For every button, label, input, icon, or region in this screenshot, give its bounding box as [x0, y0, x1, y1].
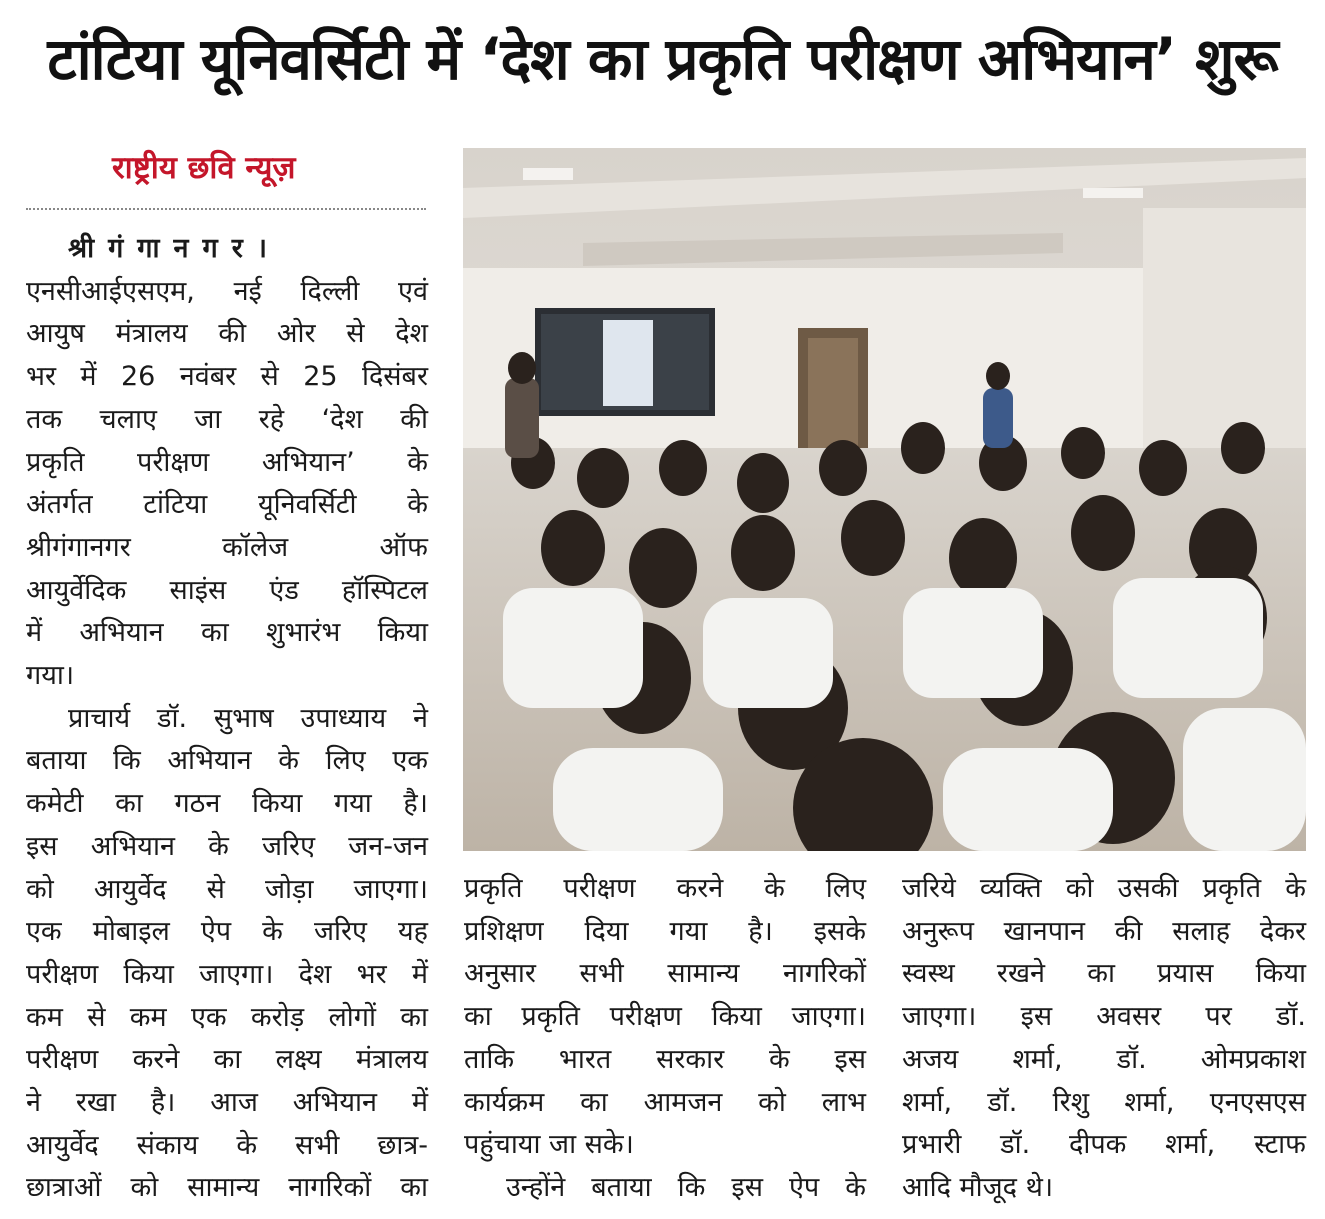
text-line: भर में 26 नवंबर से 25 दिसंबर	[26, 361, 428, 393]
text-line: एक मोबाइल ऐप के जरिए यह	[26, 916, 428, 948]
text-line: अनुसार सभी सामान्य नागरिकों	[464, 958, 866, 990]
text-line: अंतर्गत टांटिया यूनिवर्सिटी के	[26, 489, 428, 521]
text-line: जाएगा। इस अवसर पर डॉ.	[902, 1001, 1306, 1033]
article-column-1	[26, 228, 428, 1210]
text-line: प्रकृति परीक्षण करने के लिए	[464, 873, 866, 904]
text-line: का प्रकृति परीक्षण किया जाएगा।	[464, 1001, 866, 1033]
text-line: को आयुर्वेद से जोड़ा जाएगा।	[26, 873, 428, 905]
text-line: इस अभियान के जरिए जन-जन	[26, 830, 428, 862]
text-line: प्राचार्य डॉ. सुभाष उपाध्याय ने	[68, 702, 428, 734]
text-line: एनसीआईएसएम, नई दिल्ली एवं	[26, 275, 428, 307]
text-line: प्रकृति परीक्षण अभियान’ के	[26, 446, 428, 478]
dateline: श्रीगंगानगर।	[68, 233, 281, 264]
text-line: श्रीगंगानगर कॉलेज ऑफ	[26, 531, 428, 563]
text-line: आयुर्वेद संकाय के सभी छात्र-	[26, 1129, 428, 1161]
text-line: परीक्षण किया जाएगा। देश भर में	[26, 958, 428, 990]
text-line: ने रखा है। आज अभियान में	[26, 1087, 428, 1119]
text-line: आयुष मंत्रालय की ओर से देश	[26, 318, 428, 350]
text-line: शर्मा, डॉ. रिशु शर्मा, एनएसएस	[902, 1086, 1306, 1118]
text-line: आदि मौजूद थे।	[902, 1171, 1054, 1203]
text-line: तक चलाए जा रहे ‘देश की	[26, 403, 428, 435]
text-line: अनुरूप खानपान की सलाह देकर	[902, 915, 1306, 947]
text-line: गया।	[26, 660, 75, 692]
text-line: पहुंचाया जा सके।	[464, 1129, 634, 1161]
dotted-divider	[26, 208, 426, 210]
text-line: अजय शर्मा, डॉ. ओमप्रकाश	[902, 1043, 1306, 1075]
text-line: प्रभारी डॉ. दीपक शर्मा, स्टाफ	[902, 1129, 1306, 1161]
text-line: आयुर्वेदिक साइंस एंड हॉस्पिटल	[26, 574, 428, 606]
text-line: कार्यक्रम का आमजन को लाभ	[464, 1086, 866, 1118]
text-line: प्रशिक्षण दिया गया है। इसके	[464, 915, 866, 947]
text-line: कम से कम एक करोड़ लोगों का	[26, 1001, 428, 1033]
text-line: ताकि भारत सरकार के इस	[464, 1043, 866, 1075]
article-column-3	[902, 868, 1306, 1210]
text-line: बताया कि अभियान के लिए एक	[26, 745, 428, 777]
text-line: जरिये व्यक्ति को उसकी प्रकृति के	[902, 873, 1306, 904]
text-line: कमेटी का गठन किया गया है।	[26, 788, 428, 820]
text-line: छात्राओं को सामान्य नागरिकों का	[26, 1172, 428, 1204]
article-headline: टांटिया यूनिवर्सिटी में ‘देश का प्रकृति परीक्षण अभियान’ शुरू	[47, 25, 1278, 93]
text-line: स्वस्थ रखने का प्रयास किया	[902, 958, 1306, 990]
article-column-2	[464, 868, 866, 1210]
text-line: परीक्षण करने का लक्ष्य मंत्रालय	[26, 1044, 428, 1076]
text-line: उन्होंने बताया कि इस ऐप के	[506, 1171, 866, 1203]
text-line: में अभियान का शुभारंभ किया	[26, 617, 428, 649]
article-photo	[463, 148, 1306, 851]
article-byline: राष्ट्रीय छवि न्यूज़	[112, 150, 296, 186]
